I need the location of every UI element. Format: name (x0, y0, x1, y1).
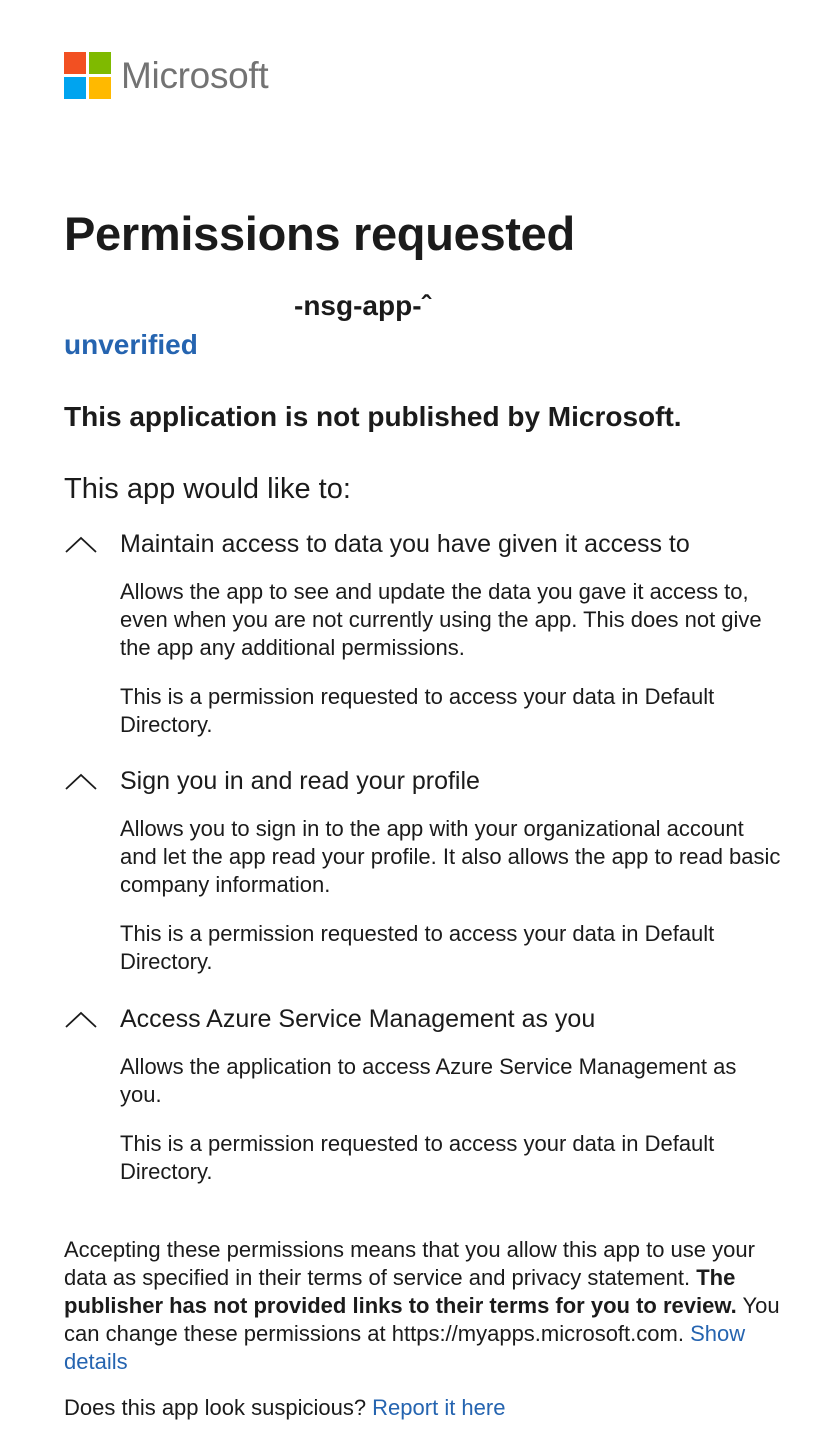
permission-title: Sign you in and read your profile (120, 767, 480, 795)
permission-note: This is a permission requested to access your data in Default Directory. (120, 921, 715, 974)
publisher-warning: This application is not published by Microsoft. (64, 401, 682, 432)
report-link[interactable]: Report it here (372, 1395, 506, 1420)
page-title: Permissions requested (64, 207, 575, 260)
permission-description: Allows the app to see and update the data you gave it access to, even when you are not currently using the app. This does not give the app any additional permissions. (120, 579, 762, 660)
microsoft-logo (64, 52, 268, 99)
permission-title: Maintain access to data you have given it access to (120, 530, 690, 558)
unverified-link[interactable]: unverified (64, 329, 198, 360)
disclaimer-text: Accepting these permissions means that you allow this app to use your data as specified in their terms of service and privacy statement. (64, 1237, 755, 1290)
disclaimer-text-2: You can change these permissions at https://myapps.microsoft.com. (64, 1293, 780, 1346)
microsoft-logo-icon (64, 52, 111, 99)
permissions-intro: This app would like to: (64, 473, 351, 505)
permission-item-azure-management (64, 1002, 784, 1186)
permission-title: Access Azure Service Management as you (120, 1005, 596, 1033)
consent-disclaimer (64, 1236, 784, 1376)
permission-description: Allows you to sign in to the app with your organizational account and let the app read your profile. It also allows the app to read basic company information. (120, 816, 781, 897)
microsoft-wordmark: Microsoft (121, 55, 269, 96)
disclaimer-bold-text: The publisher has not provided links to their terms for you to review. (64, 1265, 737, 1318)
app-name: -nsg-app-ˆ (294, 290, 431, 321)
permission-item-sign-in (64, 764, 784, 976)
permission-details (120, 815, 784, 976)
chevron-up-icon (64, 771, 98, 791)
permission-details (120, 1053, 784, 1186)
chevron-up-icon (64, 534, 98, 554)
show-details-link[interactable]: Show details (64, 1321, 746, 1374)
suspicious-question: Does this app look suspicious? (64, 1395, 373, 1420)
permission-toggle-sign-in[interactable] (64, 764, 784, 798)
permission-description: Allows the application to access Azure Service Management as you. (120, 1054, 737, 1107)
permission-details (120, 578, 784, 739)
permission-note: This is a permission requested to access your data in Default Directory. (120, 684, 715, 737)
permission-item-maintain-access (64, 527, 784, 739)
chevron-up-icon (64, 1009, 98, 1029)
suspicious-app-prompt (64, 1394, 505, 1422)
permission-toggle-azure-management[interactable] (64, 1002, 784, 1036)
permission-note: This is a permission requested to access your data in Default Directory. (120, 1131, 715, 1184)
permission-toggle-maintain-access[interactable] (64, 527, 784, 561)
